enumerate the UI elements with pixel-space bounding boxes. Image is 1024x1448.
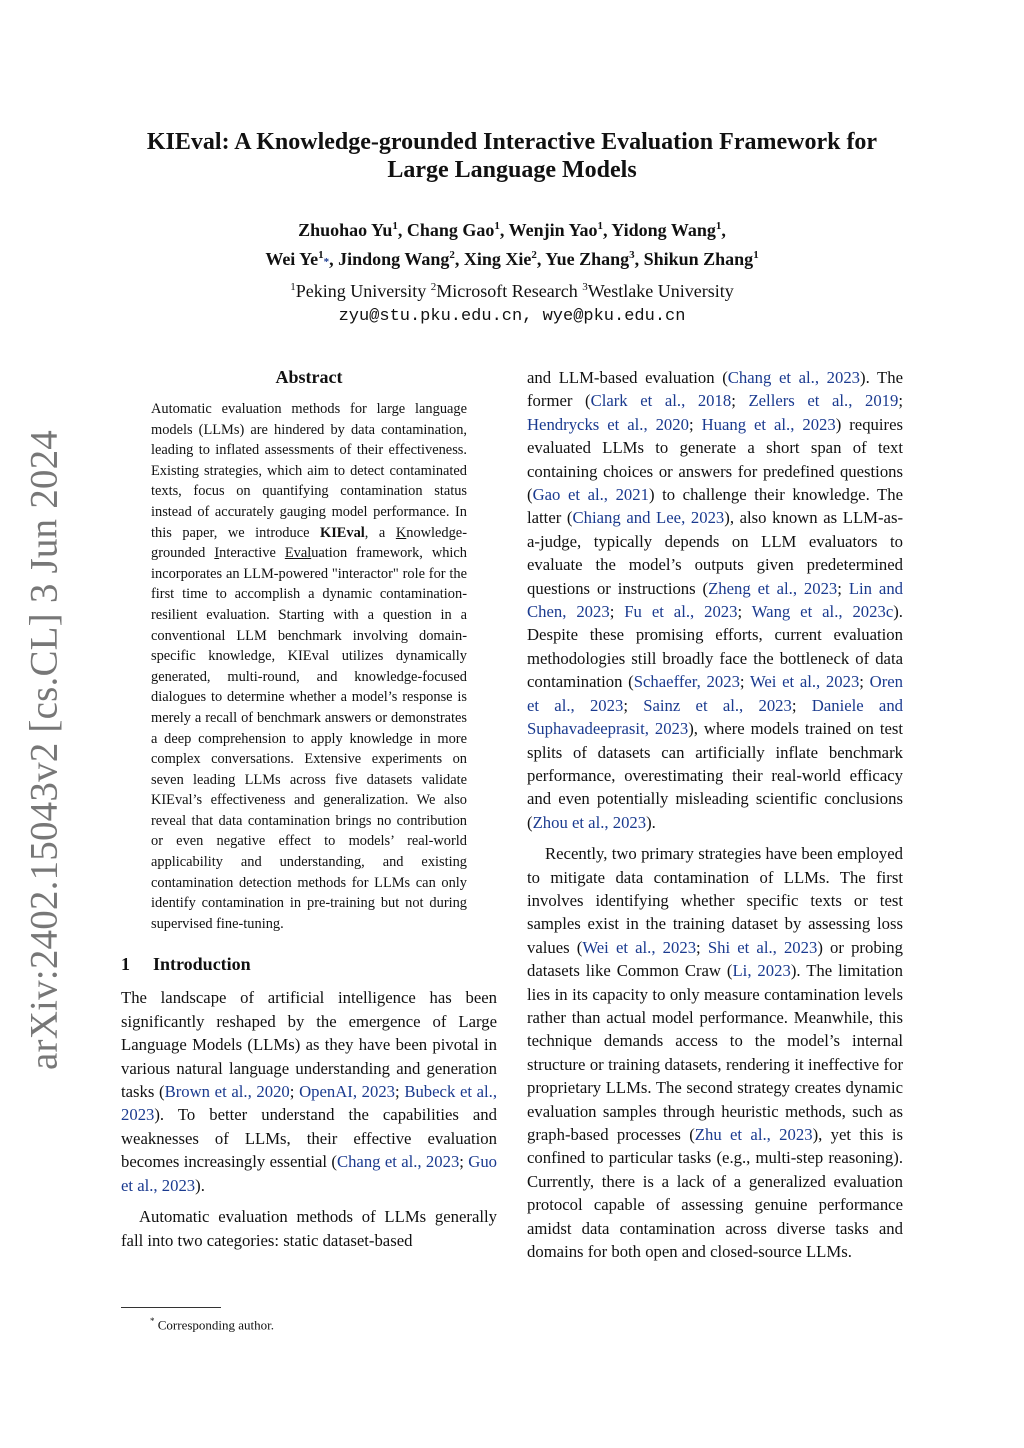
citation-link[interactable]: Fu et al., 2023 bbox=[624, 602, 738, 622]
author-emails: zyu@stu.pku.edu.cn, wye@pku.edu.cn bbox=[338, 307, 686, 326]
citation-link[interactable]: Schaeffer, 2023 bbox=[633, 672, 740, 692]
author-name: Jindong Wang bbox=[338, 249, 450, 269]
citation-link[interactable]: Clark et al., 2018 bbox=[590, 391, 732, 411]
abstract-text: Automatic evaluation methods for large language models (LLMs) are hindered by data contamination, leading to inflated assessments of their effectiveness. Existing strategies, which aim to detect contaminated texts, focus on quantifying contamination status instead of accurately gauging model performance. In this paper, we introduce KIEval, a Knowledge-grounded Interactive Evaluation framework, which incorporates an LLM-powered "interactor" role for the first time to accomplish a dynamic contamination-resilient evaluation. Starting with a question in a conventional LLM benchmark involving domain-specific knowledge, KIEval utilizes dynamically generated, multi-round, and knowledge-focused dialogues to determine whether a model’s response is merely a recall of benchmark answers or demonstrates a deep comprehension to apply knowledge in more complex conversations. Extensive experiments on seven leading LLMs across five datasets validate KIEval’s effectiveness and generalization. We also reveal that data contamination brings no contribution or even negative effect to models’ real-world applicability and understanding, and existing contamination detection methods for LLMs can only identify contamination in pre-training but not during supervised fine-tuning. bbox=[151, 401, 468, 932]
author-name: Wei Ye bbox=[265, 249, 319, 269]
right-paragraph-1: and LLM-based evaluation (Chang et al., 2023). The former (Clark et al., 2018; Zellers et al., 2019; Hendrycks et al., 2020; Huang et al., 2023) requires evaluated LLMs to generate a short span of text containing choices or answers for predefined questions (Gao et al., 2021) to challenge their knowledge. The latter (Chiang and Lee, 2023), also known as LLM-as-a-judge, typically depends on LLM evaluators to evaluate the model’s outputs given predetermined questions or instructions (Zheng et al., 2023; Lin and Chen, 2023; Fu et al., 2023; Wang et al., 2023c). Despite these promising efforts, current evaluation methodologies still broadly face the bottleneck of data contamination (Schaeffer, 2023; Wei et al., 2023; Oren et al., 2023; Sainz et al., 2023; Daniele and Suphavadeeprasit, 2023), where models trained on test splits of datasets can artificially inflate benchmark performance, overestimating their real-world efficacy and even potentially misleading scientific conclusions (Zhou et al., 2023). bbox=[527, 368, 904, 832]
citation-link[interactable]: Chiang and Lee, 2023 bbox=[572, 508, 725, 528]
citation-link[interactable]: Oren et al., 2023 bbox=[527, 672, 903, 715]
author-line-2: Wei Ye$^1$*, Jindong Wang$^2$, Xing Xie$^2$, Yue Zhang$^3$, Shikun Zhang$^1$ bbox=[265, 249, 759, 269]
citation-link[interactable]: Shi et al., 2023 bbox=[707, 937, 818, 957]
citation-link[interactable]: Brown et al., 2020 bbox=[164, 1082, 290, 1102]
left-column bbox=[121, 365, 497, 1252]
citation-link[interactable]: Guo et al., 2023 bbox=[121, 1152, 498, 1195]
author-name: Xing Xie bbox=[463, 249, 532, 269]
right-column bbox=[527, 366, 903, 1263]
citation-link[interactable]: Chang et al., 2023 bbox=[336, 1152, 460, 1172]
right-paragraph-2: Recently, two primary strategies have been employed to mitigate data contamination of LLMs. The first involves identifying whether specific texts or test samples exist in the training dataset by assessing loss values (Wei et al., 2023; Shi et al., 2023) or probing datasets like Common Craw (Li, 2023). The limitation lies in its capacity to only measure contamination levels rather than actual model performance. Meanwhile, this technique demands access to the model’s internal structure or training datasets, rendering it ineffective for proprietary LLMs. The second strategy creates dynamic evaluation samples through heuristic methods, such as graph-based processes (Zhu et al., 2023), yet this is confined to particular tasks (e.g., multi-step reasoning). Currently, there is a lack of a generalized evaluation protocol capable of assessing genuine performance amidst data contamination across diverse tasks and domains for both open and closed-source LLMs. bbox=[527, 844, 904, 1262]
citation-link[interactable]: Huang et al., 2023 bbox=[701, 414, 836, 434]
citation-link[interactable]: Zellers et al., 2019 bbox=[748, 391, 899, 411]
section-heading-introduction: 1 Introduction bbox=[121, 954, 251, 975]
intro-paragraph-1: The landscape of artificial intelligence has been significantly reshaped by the emergence of Large Language Models (LLMs) as they have been pivotal in various natural language understanding and generation tasks (Brown et al., 2020; OpenAI, 2023; Bubeck et al., 2023). To better understand the capabilities and weaknesses of LLMs, their effective evaluation becomes increasingly essential (Chang et al., 2023; Guo et al., 2023). bbox=[121, 988, 498, 1195]
intro-paragraph-2: Automatic evaluation methods of LLMs generally fall into two categories: static dataset-based bbox=[121, 1207, 497, 1250]
author-line-1: Zhuohao Yu$^1$, Chang Gao$^1$, Wenjin Yao$^1$, Yidong Wang$^1$, bbox=[298, 220, 726, 240]
citation-link[interactable]: Li, 2023 bbox=[732, 961, 791, 981]
author-name: Shikun Zhang bbox=[643, 249, 754, 269]
citation-link[interactable]: Wang et al., 2023c bbox=[751, 602, 894, 622]
citation-link[interactable]: Wei et al., 2023 bbox=[582, 937, 697, 957]
citation-link[interactable]: Gao et al., 2021 bbox=[532, 485, 649, 505]
affiliations: $^1$Peking University $^2$Microsoft Research $^3$Westlake University bbox=[290, 281, 734, 301]
citation-link[interactable]: Hendrycks et al., 2020 bbox=[527, 414, 689, 434]
author-name: Wenjin Yao bbox=[508, 220, 598, 240]
citation-link[interactable]: Daniele and Suphavadeeprasit, 2023 bbox=[527, 695, 904, 739]
corresponding-author-mark[interactable]: * bbox=[323, 256, 330, 268]
citation-link[interactable]: Lin and Chen, 2023 bbox=[527, 578, 904, 622]
citation-link[interactable]: OpenAI, 2023 bbox=[299, 1082, 396, 1102]
author-name: Yue Zhang bbox=[545, 249, 630, 269]
arxiv-identifier: arXiv:2402.15043v2 [cs.CL] 3 Jun 2024 bbox=[22, 429, 66, 1071]
citation-link[interactable]: Sainz et al., 2023 bbox=[643, 695, 792, 715]
footnote-divider bbox=[121, 1307, 221, 1308]
citation-link[interactable]: Wei et al., 2023 bbox=[749, 672, 860, 692]
title-line-1: KIEval: A Knowledge-grounded Interactive Evaluation Framework for bbox=[146, 129, 878, 155]
citation-link[interactable]: Chang et al., 2023 bbox=[727, 368, 861, 387]
citation-link[interactable]: Zhu et al., 2023 bbox=[694, 1125, 813, 1144]
author-name: Zhuohao Yu bbox=[298, 220, 393, 240]
citation-link[interactable]: Bubeck et al., 2023 bbox=[121, 1082, 498, 1125]
footnote-corresponding-author: * Corresponding author. bbox=[150, 1316, 275, 1333]
author-block bbox=[120, 214, 904, 329]
citation-link[interactable]: Zhou et al., 2023 bbox=[532, 812, 647, 832]
author-name: Chang Gao bbox=[406, 220, 495, 240]
citation-link[interactable]: Zheng et al., 2023 bbox=[708, 578, 838, 598]
author-name: Yidong Wang bbox=[611, 220, 716, 240]
title-line-2: Large Language Models bbox=[387, 157, 637, 183]
paper-title bbox=[120, 128, 904, 184]
abstract-heading: Abstract bbox=[275, 367, 343, 387]
